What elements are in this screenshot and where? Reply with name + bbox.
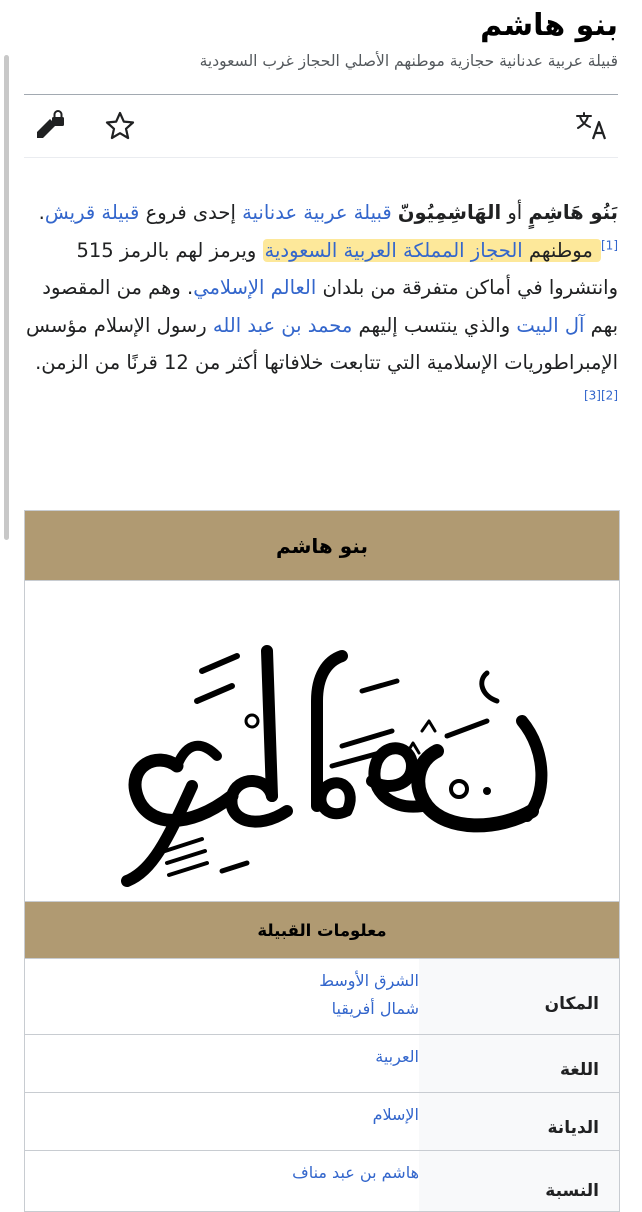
edit-lock-icon[interactable] — [30, 106, 70, 146]
infobox-row-religion — [25, 1092, 619, 1150]
infobox-title: بنو هاشم — [25, 511, 619, 581]
link-islam[interactable]: الإسلام — [372, 1105, 419, 1124]
link-north-africa[interactable]: شمال أفريقيا — [331, 999, 419, 1018]
highlighted-text: موطنهم الحجاز المملكة العربية السعودية — [264, 238, 599, 262]
translate-icon[interactable] — [572, 106, 612, 146]
link-quraysh[interactable]: قبيلة قريش — [44, 201, 140, 224]
link-ahl-al-bayt[interactable]: آل البيت — [516, 313, 585, 337]
calligraphy-image — [27, 581, 619, 901]
link-arabic[interactable]: العربية — [375, 1047, 419, 1066]
toolbar-divider — [24, 157, 618, 158]
row-label: اللغة — [419, 1035, 619, 1092]
row-label: المكان — [419, 959, 619, 1034]
ref-2[interactable]: [2] — [600, 388, 618, 402]
link-hejaz[interactable]: الحجاز — [470, 238, 523, 262]
star-icon[interactable] — [100, 106, 140, 146]
link-saudi-arabia[interactable]: المملكة العربية السعودية — [264, 238, 465, 262]
infobox-row-lineage — [25, 1150, 619, 1211]
row-value — [25, 959, 419, 1034]
link-middle-east[interactable]: الشرق الأوسط — [319, 971, 419, 990]
infobox-row-place — [25, 958, 619, 1034]
infobox-calligraphy-image[interactable] — [25, 581, 619, 902]
page-toolbar — [24, 95, 618, 157]
link-hashim-ibn-abd-manaf[interactable]: هاشم بن عبد مناف — [292, 1163, 419, 1182]
infobox — [24, 510, 620, 1212]
page-subtitle: قبيلة عربية عدنانية حجازية موطنهم الأصلي الحجاز غرب السعودية — [199, 52, 618, 70]
article-page — [24, 0, 618, 1201]
page-title: بنو هاشم — [480, 8, 618, 43]
bold-term: بَنُو هَاشِمٍ — [528, 201, 618, 224]
row-label: الديانة — [419, 1093, 619, 1150]
row-value — [25, 1035, 419, 1092]
row-value — [25, 1093, 419, 1150]
scrollbar[interactable] — [4, 55, 9, 540]
link-islamic-world[interactable]: العالم الإسلامي — [193, 276, 317, 299]
row-value — [25, 1151, 419, 1211]
link-muhammad[interactable]: محمد بن عبد الله — [212, 313, 353, 337]
lead-paragraph: بَنُو هَاشِمٍ أو الهَاشِمِيُونّ قبيلة عربية عدنانية إحدى فروع قبيلة قريش.[1] موطنهم الحجاز المملكة العربية السعودية ويرمز لهم بالرمز 515 وانتشروا في أماكن متفرقة من بلدان العالم الإسلامي. وهم من المقصود بهم آل البيت والذي ينتسب إليهم محمد بن عبد الله رسول الإسلام مؤسس الإمبراطوريات الإسلامية التي تتابعت خلافاتها أكثر من 12 قرنًا من الزمن.[2][3] — [25, 201, 618, 402]
toolbar-actions — [30, 106, 140, 146]
infobox-section-header: معلومات القبيلة — [25, 902, 619, 958]
infobox-row-language — [25, 1034, 619, 1092]
row-label: النسبة — [419, 1151, 619, 1211]
link-adnani-tribe[interactable]: قبيلة عربية عدنانية — [242, 201, 392, 224]
bold-term: الهَاشِمِيُونّ — [397, 201, 502, 224]
ref-1[interactable]: [1] — [600, 238, 618, 252]
ref-3[interactable]: [3] — [583, 388, 601, 402]
